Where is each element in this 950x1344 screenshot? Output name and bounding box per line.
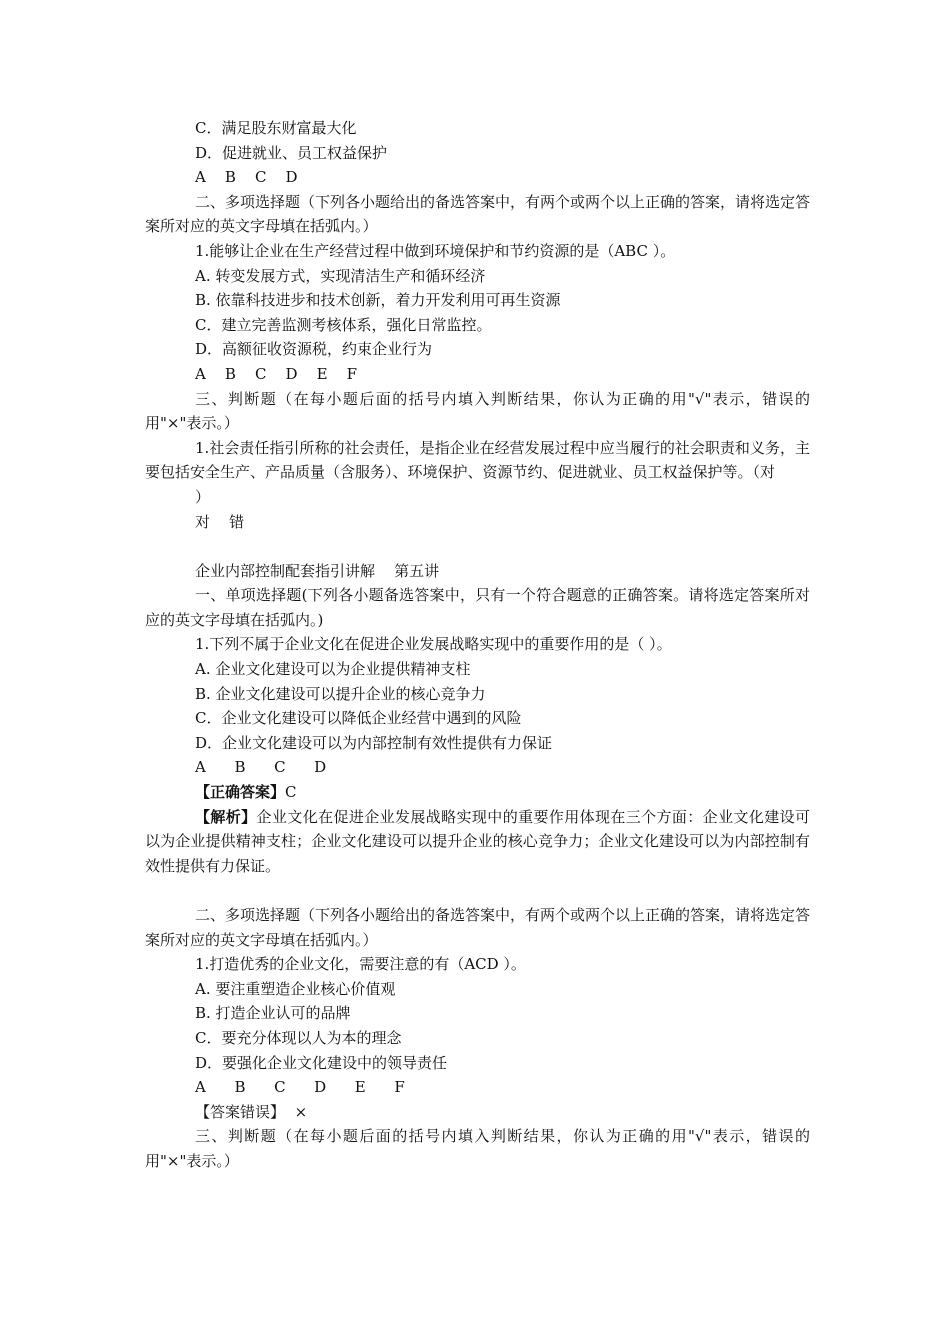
option-c: C．建立完善监测考核体系，强化日常监控。: [195, 315, 492, 334]
option-a: A. 转变发展方式，实现清洁生产和循环经济: [195, 266, 486, 285]
question-1: 1.下列不属于企业文化在促进企业发展战略实现中的重要作用的是（ ）。: [195, 635, 672, 654]
option-c: C．企业文化建设可以降低企业经营中遇到的风险: [195, 709, 522, 728]
wrong-answer: [145, 1100, 810, 1125]
wrong-mark: ×: [294, 1102, 308, 1121]
option-d: D．促进就业、员工权益保护: [195, 143, 388, 162]
option-c: C．满足股东财富最大化: [195, 119, 357, 137]
option-d: D．高额征收资源税，约束企业行为: [195, 340, 433, 359]
single-choice-heading: 一、单项选择题(下列各小题备选答案中，只有一个符合题意的正确答案。请将选定答案所对应的英文字母填在括弧内。): [145, 586, 810, 629]
question-1: 1.能够让企业在生产经营过程中做到环境保护和节约资源的是（ABC ）。: [195, 241, 676, 260]
judgement-choices: 对 错: [195, 512, 245, 531]
spacer: [145, 534, 810, 559]
option-a: A. 要注重塑造企业核心价值观: [195, 979, 396, 998]
wrong-answer-label: 【答案错误】: [195, 1102, 286, 1121]
option-c: C．要充分体现以人为本的理念: [195, 1028, 402, 1047]
option-b: B. 企业文化建设可以提升企业的核心竞争力: [195, 684, 486, 703]
analysis: [145, 805, 810, 879]
option-a: A. 企业文化建设可以为企业提供精神支柱: [195, 660, 471, 679]
spacer: [145, 878, 810, 903]
option-b: B. 打造企业认可的品牌: [195, 1004, 351, 1023]
judgement-close-paren: ）: [195, 487, 211, 506]
multi-question-1: 1.打造优秀的企业文化，需要注意的有（ACD ）。: [195, 955, 526, 974]
answer-choices: A B C D: [195, 168, 298, 187]
judgement-question-1: 1.社会责任指引所称的社会责任，是指企业在经营发展过程中应当履行的社会职责和义务，主要包括安全生产、产品质量（含服务）、环境保护、资源节约、促进就业、员工权益保护等。（对: [145, 438, 810, 482]
multi-choice-heading: 二、多项选择题（下列各小题给出的备选答案中，有两个或两个以上正确的答案，请将选定答案所对应的英文字母填在括弧内。）: [145, 906, 811, 949]
answer-choices: A B C D: [195, 758, 327, 777]
document-body: [145, 116, 810, 1174]
answer-choices: A B C D E F: [195, 1078, 405, 1097]
analysis-label: 【解析】: [195, 807, 257, 826]
option-b: B. 依靠科技进步和技术创新，着力开发利用可再生资源: [195, 291, 561, 310]
correct-answer-value: C: [285, 783, 297, 802]
judgement-heading: 三、判断题（在每小题后面的括号内填入判断结果，你认为正确的用"√"表示，错误的用"×"表示。）: [145, 1127, 810, 1170]
correct-answer-label: 【正确答案】: [195, 783, 286, 802]
correct-answer: [145, 780, 810, 805]
lecture-title: 企业内部控制配套指引讲解 第五讲: [195, 561, 440, 580]
analysis-text: 企业文化在促进企业发展战略实现中的重要作用体现在三个方面：企业文化建设可以为企业提供精神支柱；企业文化建设可以提升企业的核心竞争力；企业文化建设可以为内部控制有效性提供有力保证。: [145, 807, 810, 875]
judgement-heading: 三、判断题（在每小题后面的括号内填入判断结果，你认为正确的用"√"表示，错误的用"×"表示。）: [145, 389, 810, 433]
option-d: D．企业文化建设可以为内部控制有效性提供有力保证: [195, 733, 553, 752]
multi-choice-heading: 二、多项选择题（下列各小题给出的备选答案中，有两个或两个以上正确的答案，请将选定答案所对应的英文字母填在括弧内。）: [145, 192, 811, 236]
option-d: D．要强化企业文化建设中的领导责任: [195, 1053, 448, 1072]
answer-choices: A B C D E F: [195, 364, 358, 383]
